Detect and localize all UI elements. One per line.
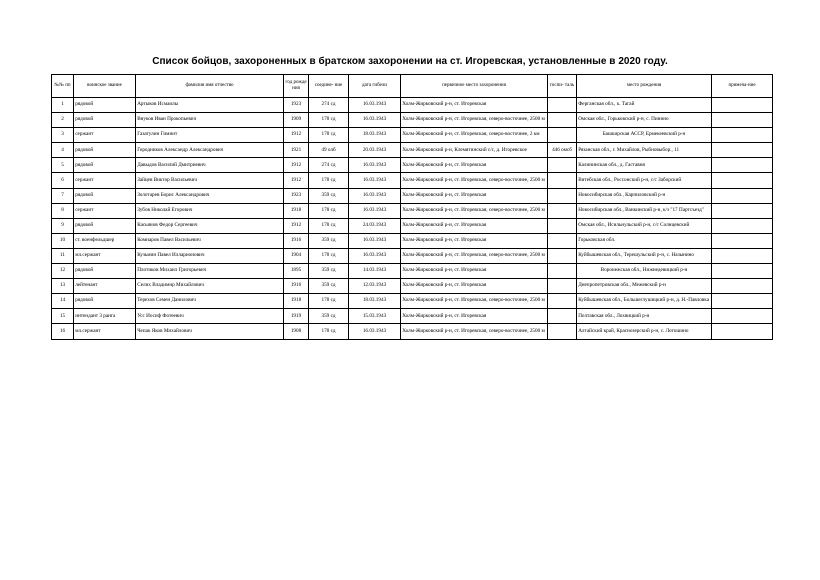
col-full-name-cell: Давыдов Василий Дмитриевич bbox=[136, 158, 284, 173]
col-burial-place-cell: Холм-Жирковский р-н, ст. Игоревская bbox=[401, 264, 548, 279]
col-death-date-cell: 16.03.1943 bbox=[349, 98, 401, 113]
col-birthplace-cell: Витебская обл., Россонский р-н, с/с Заборский bbox=[577, 173, 712, 188]
col-rank-cell: сержант bbox=[74, 173, 136, 188]
col-burial-place-cell: Холм-Жирковский р-н, ст. Игоревская, северо-восточнее, 2 км bbox=[401, 128, 548, 143]
col-full-name-cell: Усс Иосиф Фотеевич bbox=[136, 309, 284, 324]
table-row bbox=[52, 279, 773, 294]
col-hospital-cell bbox=[548, 324, 577, 339]
col-birth-year-cell: 1904 bbox=[284, 248, 309, 263]
col-full-name-cell: Зайцев Виктор Васильевич bbox=[136, 173, 284, 188]
col-number-cell: 6 bbox=[52, 173, 74, 188]
col-birthplace-cell: Куйбышевская обл., Большеглушицкий р-н, д. Н.-Павловка bbox=[577, 294, 712, 309]
col-full-name-cell: Газатулин Гимнит bbox=[136, 128, 284, 143]
col-full-name-cell: Кузьмин Павел Илларионович bbox=[136, 248, 284, 263]
column-header-full-name: фамилия имя отчество bbox=[136, 75, 284, 98]
column-header-burial-place: первичное место захоронения bbox=[401, 75, 548, 98]
col-number-cell: 4 bbox=[52, 143, 74, 158]
col-burial-place-cell: Холм-Жирковский р-н, ст. Игоревская, северо-восточнее, 2500 м bbox=[401, 203, 548, 218]
col-rank-cell: рядовой bbox=[74, 218, 136, 233]
col-number-cell: 8 bbox=[52, 203, 74, 218]
col-rank-cell: рядовой bbox=[74, 98, 136, 113]
col-number-cell: 12 bbox=[52, 264, 74, 279]
col-birth-year-cell: 1918 bbox=[284, 203, 309, 218]
col-full-name-cell: Зубов Николай Егорович bbox=[136, 203, 284, 218]
table-row bbox=[52, 248, 773, 263]
col-unit-cell: 359 сд bbox=[309, 309, 349, 324]
col-burial-place-cell: Холм-Жирковский р-н, ст. Игоревская, северо-восточнее, 2500 м bbox=[401, 324, 548, 339]
col-hospital-cell bbox=[548, 188, 577, 203]
col-burial-place-cell: Холм-Жирковский р-н, Клемятинский с/с, д. Игоревское bbox=[401, 143, 548, 158]
col-number-cell: 14 bbox=[52, 294, 74, 309]
col-rank-cell: рядовой bbox=[74, 264, 136, 279]
col-rank-cell: рядовой bbox=[74, 294, 136, 309]
col-number-cell: 9 bbox=[52, 218, 74, 233]
table-row bbox=[52, 309, 773, 324]
col-birthplace-cell: Днепропетровская обл., Межевский р-н bbox=[577, 279, 712, 294]
column-header-rank: воинское звание bbox=[74, 75, 136, 98]
col-note-cell bbox=[712, 143, 773, 158]
col-burial-place-cell: Холм-Жирковский р-н, ст. Игоревская bbox=[401, 218, 548, 233]
col-birthplace-cell: Рязанская обл., г. Михайлов, Рыбновыбор., 11 bbox=[577, 143, 712, 158]
table-row bbox=[52, 173, 773, 188]
col-full-name-cell: Комиаров Павел Васильевич bbox=[136, 233, 284, 248]
col-birthplace-cell: Омская обл., Горьковский р-н, с. Пинино bbox=[577, 113, 712, 128]
col-burial-place-cell: Холм-Жирковский р-н, ст. Игоревская bbox=[401, 188, 548, 203]
col-unit-cell: 178 сд bbox=[309, 294, 349, 309]
col-unit-cell: 178 сд bbox=[309, 128, 349, 143]
col-death-date-cell: 16.03.1943 bbox=[349, 324, 401, 339]
col-burial-place-cell: Холм-Жирковский р-н, ст. Игоревская bbox=[401, 279, 548, 294]
col-number-cell: 1 bbox=[52, 98, 74, 113]
col-death-date-cell: 16.03.1943 bbox=[349, 248, 401, 263]
col-hospital-cell bbox=[548, 279, 577, 294]
col-hospital-cell bbox=[548, 294, 577, 309]
burial-table bbox=[51, 74, 773, 340]
col-rank-cell: мл.сержант bbox=[74, 248, 136, 263]
col-unit-cell: 178 сд bbox=[309, 203, 349, 218]
col-birthplace-cell: Куйбышевская обл., Терешульский р-н, с. Назынино bbox=[577, 248, 712, 263]
column-header-number: №№ пп bbox=[52, 75, 74, 98]
col-unit-cell: 359 сд bbox=[309, 233, 349, 248]
col-death-date-cell: 16.03.1943 bbox=[349, 203, 401, 218]
col-number-cell: 3 bbox=[52, 128, 74, 143]
col-number-cell: 5 bbox=[52, 158, 74, 173]
col-hospital-cell bbox=[548, 203, 577, 218]
col-number-cell: 2 bbox=[52, 113, 74, 128]
col-burial-place-cell: Холм-Жирковский р-н, ст. Игоревская bbox=[401, 309, 548, 324]
col-note-cell bbox=[712, 113, 773, 128]
col-unit-cell: 178 сд bbox=[309, 248, 349, 263]
col-burial-place-cell: Холм-Жирковский р-н, ст. Игоревская bbox=[401, 98, 548, 113]
col-note-cell bbox=[712, 173, 773, 188]
col-burial-place-cell: Холм-Жирковский р-н, ст. Игоревская bbox=[401, 158, 548, 173]
col-birthplace-cell: Омская обл., Исильнульский р-н, с/с Солнцевский bbox=[577, 218, 712, 233]
col-note-cell bbox=[712, 128, 773, 143]
col-birth-year-cell: 1923 bbox=[284, 188, 309, 203]
col-birth-year-cell: 1923 bbox=[284, 98, 309, 113]
col-hospital-cell bbox=[548, 233, 577, 248]
col-full-name-cell: Терехов Семен Данилович bbox=[136, 294, 284, 309]
col-number-cell: 7 bbox=[52, 188, 74, 203]
col-rank-cell: интендант 3 ранга bbox=[74, 309, 136, 324]
col-hospital-cell bbox=[548, 128, 577, 143]
table-row bbox=[52, 294, 773, 309]
col-birth-year-cell: 1895 bbox=[284, 264, 309, 279]
col-birthplace-cell: Новосибирская обл., Карпиловский р-н bbox=[577, 188, 712, 203]
col-note-cell bbox=[712, 279, 773, 294]
col-unit-cell: 359 сд bbox=[309, 188, 349, 203]
column-header-death-date: дата гибели bbox=[349, 75, 401, 98]
col-unit-cell: 178 сд bbox=[309, 113, 349, 128]
col-death-date-cell: 20.03.1943 bbox=[349, 143, 401, 158]
col-birthplace-cell: Алтайский край, Краснозерский р-н, с. Лотошино bbox=[577, 324, 712, 339]
col-burial-place-cell: Холм-Жирковский р-н, ст. Игоревская, северо-восточнее, 2500 м bbox=[401, 173, 548, 188]
col-birthplace-cell: Воронежская обл., Нижнедевицкий р-н bbox=[577, 264, 712, 279]
col-note-cell bbox=[712, 233, 773, 248]
col-rank-cell: ст. военфельдшер bbox=[74, 233, 136, 248]
table-row bbox=[52, 158, 773, 173]
col-birthplace-cell: Башкирская АССР, Ермекеевский р-н bbox=[577, 128, 712, 143]
col-unit-cell: 49 олб bbox=[309, 143, 349, 158]
col-note-cell bbox=[712, 309, 773, 324]
table-header bbox=[52, 75, 773, 98]
table-row bbox=[52, 113, 773, 128]
header-row bbox=[52, 75, 773, 98]
col-note-cell bbox=[712, 294, 773, 309]
table-row bbox=[52, 218, 773, 233]
col-number-cell: 13 bbox=[52, 279, 74, 294]
col-birth-year-cell: 1912 bbox=[284, 158, 309, 173]
col-unit-cell: 274 сд bbox=[309, 98, 349, 113]
col-full-name-cell: Чепак Яков Михайлович bbox=[136, 324, 284, 339]
col-rank-cell: сержант bbox=[74, 128, 136, 143]
col-rank-cell: рядовой bbox=[74, 158, 136, 173]
col-rank-cell: лейтенант bbox=[74, 279, 136, 294]
col-number-cell: 11 bbox=[52, 248, 74, 263]
document-title: Список бойцов, захороненных в братском захоронении на ст. Игоревская, установленные в 2020 году. bbox=[152, 56, 668, 67]
col-death-date-cell: 16.03.1943 bbox=[349, 173, 401, 188]
col-hospital-cell bbox=[548, 309, 577, 324]
col-birthplace-cell: Полтавская обл., Лохвицкий р-н bbox=[577, 309, 712, 324]
col-death-date-cell: 18.03.1943 bbox=[349, 294, 401, 309]
col-number-cell: 10 bbox=[52, 233, 74, 248]
table-row bbox=[52, 98, 773, 113]
col-hospital-cell bbox=[548, 173, 577, 188]
col-unit-cell: 178 сд bbox=[309, 218, 349, 233]
col-birth-year-cell: 1916 bbox=[284, 233, 309, 248]
col-unit-cell: 359 сд bbox=[309, 264, 349, 279]
col-note-cell bbox=[712, 264, 773, 279]
col-rank-cell: мл.сержант bbox=[74, 324, 136, 339]
col-note-cell bbox=[712, 158, 773, 173]
col-rank-cell: рядовой bbox=[74, 143, 136, 158]
table-row bbox=[52, 324, 773, 339]
col-hospital-cell bbox=[548, 158, 577, 173]
col-full-name-cell: Селих Владимир Михайлович bbox=[136, 279, 284, 294]
column-header-unit: соедине- ние bbox=[309, 75, 349, 98]
table-body bbox=[52, 98, 773, 340]
col-note-cell bbox=[712, 203, 773, 218]
column-header-birthplace: место рождения bbox=[577, 75, 712, 98]
table-row bbox=[52, 233, 773, 248]
col-birth-year-cell: 1918 bbox=[284, 294, 309, 309]
col-note-cell bbox=[712, 324, 773, 339]
col-death-date-cell: 15.03.1943 bbox=[349, 309, 401, 324]
col-full-name-cell: Городников Александр Александрович bbox=[136, 143, 284, 158]
col-note-cell bbox=[712, 98, 773, 113]
table-row bbox=[52, 264, 773, 279]
col-rank-cell: сержант bbox=[74, 203, 136, 218]
col-burial-place-cell: Холм-Жирковский р-н, ст. Игоревская, северо-восточнее, 2500 м bbox=[401, 113, 548, 128]
col-full-name-cell: Плотиков Михаил Григорьевич bbox=[136, 264, 284, 279]
col-birth-year-cell: 1912 bbox=[284, 128, 309, 143]
col-death-date-cell: 24.03.1943 bbox=[349, 218, 401, 233]
col-death-date-cell: 12.03.1943 bbox=[349, 279, 401, 294]
col-hospital-cell: 446 омсб bbox=[548, 143, 577, 158]
column-header-hospital: госпи- таль bbox=[548, 75, 577, 98]
col-birth-year-cell: 1919 bbox=[284, 309, 309, 324]
col-birth-year-cell: 1912 bbox=[284, 218, 309, 233]
table-row bbox=[52, 128, 773, 143]
table-row bbox=[52, 188, 773, 203]
col-unit-cell: 359 сд bbox=[309, 279, 349, 294]
col-hospital-cell bbox=[548, 218, 577, 233]
col-hospital-cell bbox=[548, 248, 577, 263]
col-death-date-cell: 14.03.1943 bbox=[349, 264, 401, 279]
col-hospital-cell bbox=[548, 264, 577, 279]
col-burial-place-cell: Холм-Жирковский р-н, ст. Игоревская bbox=[401, 233, 548, 248]
col-full-name-cell: Внуков Иван Прокопьевич bbox=[136, 113, 284, 128]
col-note-cell bbox=[712, 248, 773, 263]
col-burial-place-cell: Холм-Жирковский р-н, ст. Игоревская, северо-восточнее, 2500 м bbox=[401, 248, 548, 263]
col-birthplace-cell: Калининская обл., д. Гаставня bbox=[577, 158, 712, 173]
col-birth-year-cell: 1912 bbox=[284, 173, 309, 188]
col-death-date-cell: 16.03.1943 bbox=[349, 233, 401, 248]
col-birthplace-cell: Ферганская обл., к. Тагай bbox=[577, 98, 712, 113]
col-rank-cell: рядовой bbox=[74, 113, 136, 128]
col-number-cell: 15 bbox=[52, 309, 74, 324]
col-birth-year-cell: 1916 bbox=[284, 279, 309, 294]
col-full-name-cell: Золотарев Борис Александрович bbox=[136, 188, 284, 203]
column-header-birth-year: год рожде ния bbox=[284, 75, 309, 98]
col-unit-cell: 178 сд bbox=[309, 324, 349, 339]
col-full-name-cell: Артыков Исмаилы bbox=[136, 98, 284, 113]
col-birthplace-cell: Новосибирская обл., Ванкинский р-н, к/з "17 Партсъезд" bbox=[577, 203, 712, 218]
col-death-date-cell: 18.03.1943 bbox=[349, 128, 401, 143]
col-number-cell: 16 bbox=[52, 324, 74, 339]
col-rank-cell: рядовой bbox=[74, 188, 136, 203]
col-death-date-cell: 16.03.1943 bbox=[349, 113, 401, 128]
col-burial-place-cell: Холм-Жирковский р-н, ст. Игоревская, северо-восточнее, 2500 м bbox=[401, 294, 548, 309]
col-hospital-cell bbox=[548, 113, 577, 128]
col-birth-year-cell: 1921 bbox=[284, 143, 309, 158]
col-birth-year-cell: 1909 bbox=[284, 113, 309, 128]
col-note-cell bbox=[712, 218, 773, 233]
table-row bbox=[52, 143, 773, 158]
table-row bbox=[52, 203, 773, 218]
col-unit-cell: 274 сд bbox=[309, 158, 349, 173]
col-death-date-cell: 16.03.1943 bbox=[349, 158, 401, 173]
column-header-note: примеча-ние bbox=[712, 75, 773, 98]
col-hospital-cell bbox=[548, 98, 577, 113]
col-death-date-cell: 16.03.1943 bbox=[349, 188, 401, 203]
col-unit-cell: 178 сд bbox=[309, 173, 349, 188]
col-birthplace-cell: Горьковская обл. bbox=[577, 233, 712, 248]
col-birth-year-cell: 1908 bbox=[284, 324, 309, 339]
col-note-cell bbox=[712, 188, 773, 203]
col-full-name-cell: Касьянов Федор Сергеевич bbox=[136, 218, 284, 233]
